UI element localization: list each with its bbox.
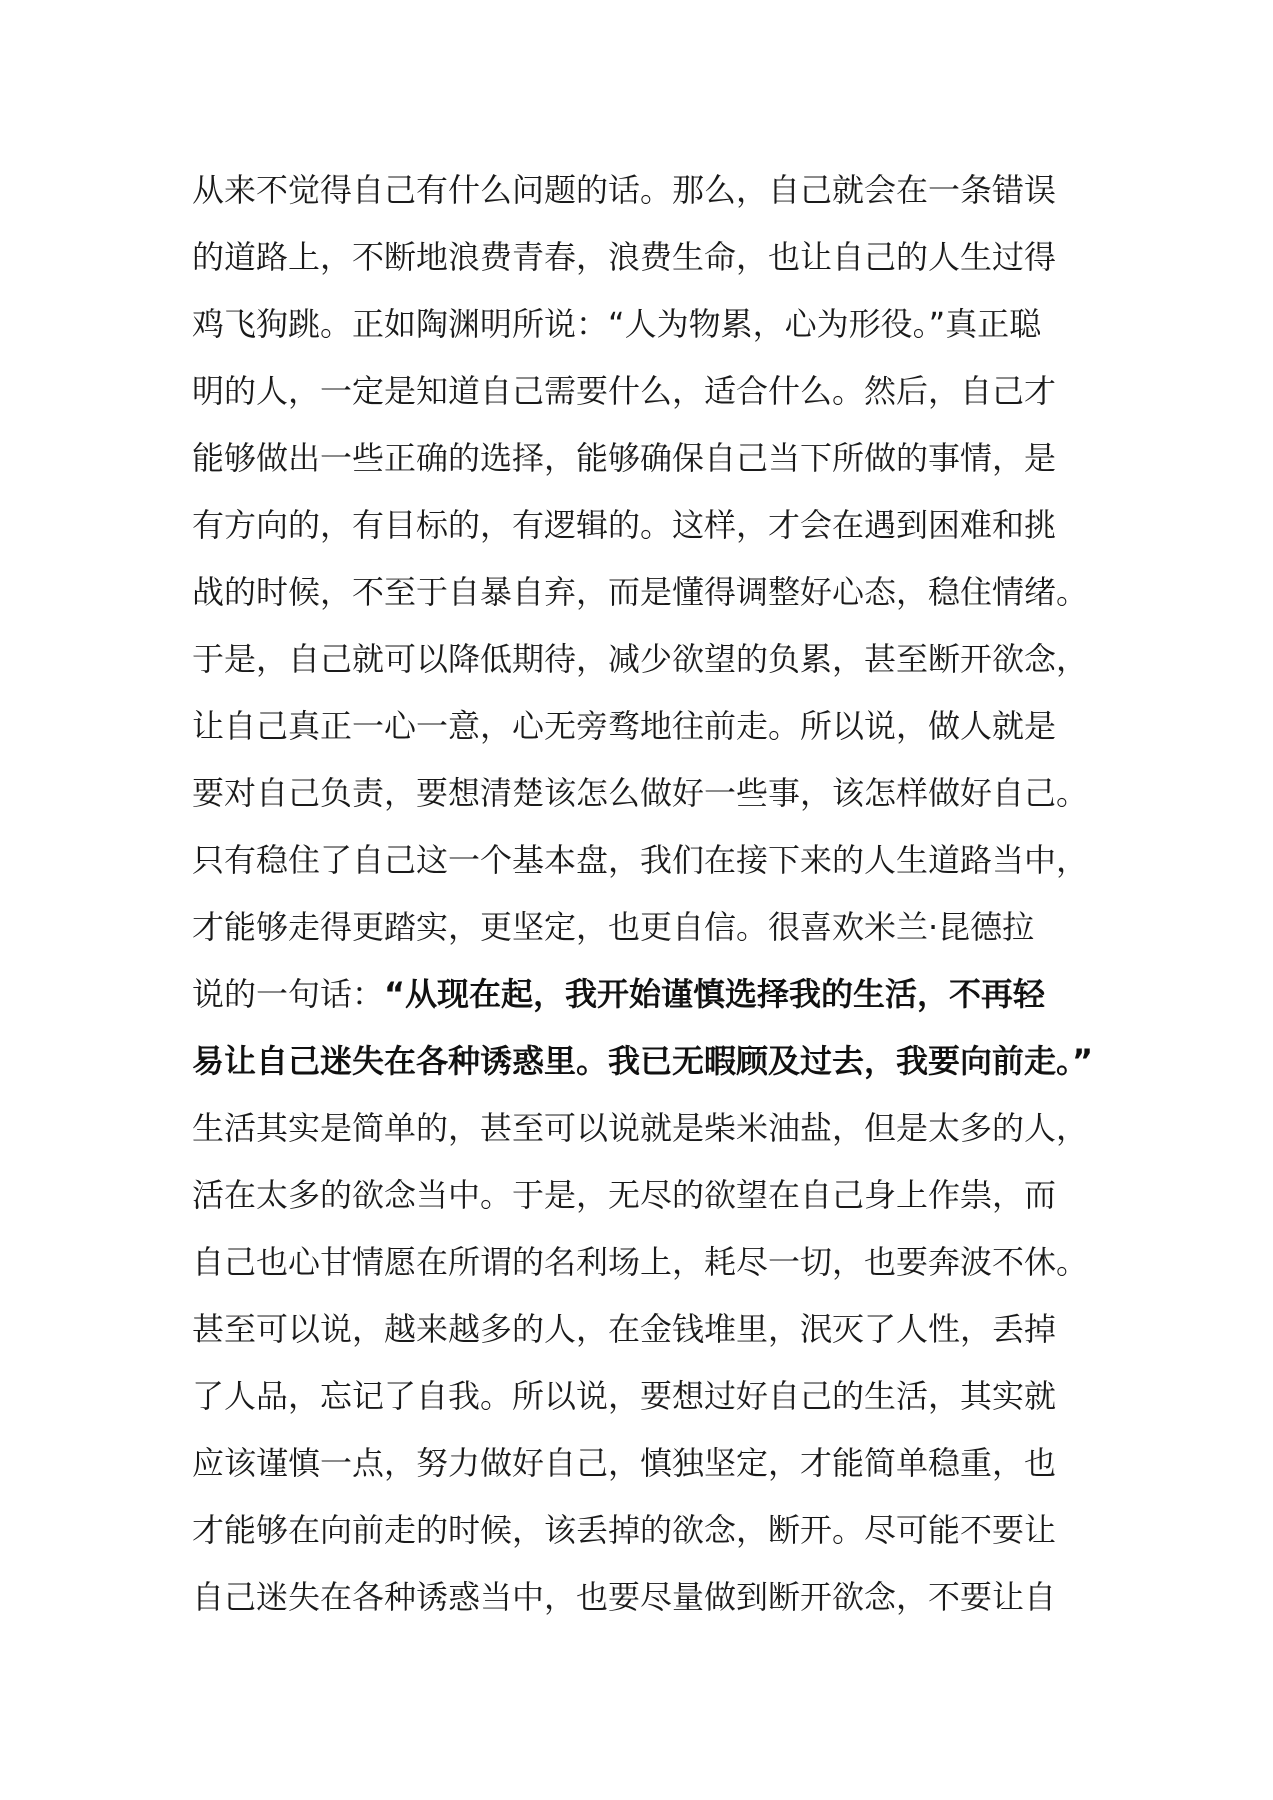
text-line xyxy=(192,1436,1092,1503)
line-text: 有方向的，有目标的，有逻辑的。这样，才会在遇到困难和挑 xyxy=(192,506,1057,544)
line-text: 应该谨慎一点，努力做好自己，慎独坚定，才能简单稳重，也 xyxy=(192,1444,1057,1482)
text-line xyxy=(192,431,1092,498)
line-text: 生活其实是简单的，甚至可以说就是柴米油盐，但是太多的人， xyxy=(192,1109,1089,1147)
line-text: 让自己真正一心一意，心无旁骛地往前走。所以说，做人就是 xyxy=(192,707,1057,745)
line-text: 了人品，忘记了自我。所以说，要想过好自己的生活，其实就 xyxy=(192,1377,1057,1415)
text-line xyxy=(192,230,1092,297)
quote-text: “从现在起，我开始谨慎选择我的生活，不再轻 xyxy=(384,975,1046,1013)
line-text: 自己迷失在各种诱惑当中，也要尽量做到断开欲念，不要让自 xyxy=(192,1578,1057,1616)
line-text: 说的一句话： xyxy=(192,975,385,1013)
text-line xyxy=(192,1101,1092,1168)
line-text: 才能够在向前走的时候，该丢掉的欲念，断开。尽可能不要让 xyxy=(192,1511,1057,1549)
line-text: 鸡飞狗跳。正如陶渊明所说：“人为物累，心为形役。”真正聪 xyxy=(192,305,1042,343)
quote-text: 易让自己迷失在各种诱惑里。我已无暇顾及过去，我要向前走。” xyxy=(192,1042,1094,1080)
text-line xyxy=(192,766,1092,833)
text-line xyxy=(192,1168,1092,1235)
text-line xyxy=(192,632,1092,699)
line-text: 要对自己负责，要想清楚该怎么做好一些事，该怎样做好自己。 xyxy=(192,774,1089,812)
line-text: 活在太多的欲念当中。于是，无尽的欲望在自己身上作祟，而 xyxy=(192,1176,1057,1214)
text-line xyxy=(192,1570,1092,1637)
line-text: 的道路上，不断地浪费青春，浪费生命，也让自己的人生过得 xyxy=(192,238,1057,276)
text-line xyxy=(192,900,1092,967)
text-line xyxy=(192,1302,1092,1369)
line-text: 从来不觉得自己有什么问题的话。那么，自己就会在一条错误 xyxy=(192,171,1057,209)
body-text xyxy=(192,163,1092,1637)
line-text: 能够做出一些正确的选择，能够确保自己当下所做的事情，是 xyxy=(192,439,1057,477)
text-line xyxy=(192,498,1092,565)
text-line xyxy=(192,297,1092,364)
text-line xyxy=(192,1034,1092,1101)
text-line xyxy=(192,699,1092,766)
text-line xyxy=(192,1503,1092,1570)
line-text: 只有稳住了自己这一个基本盘，我们在接下来的人生道路当中， xyxy=(192,841,1089,879)
text-line xyxy=(192,163,1092,230)
text-line xyxy=(192,1369,1092,1436)
line-text: 战的时候，不至于自暴自弃，而是懂得调整好心态，稳住情绪。 xyxy=(192,573,1089,611)
text-line xyxy=(192,1235,1092,1302)
line-text: 才能够走得更踏实，更坚定，也更自信。很喜欢米兰·昆德拉 xyxy=(192,908,1035,946)
line-text: 自己也心甘情愿在所谓的名利场上，耗尽一切，也要奔波不休。 xyxy=(192,1243,1089,1281)
text-line xyxy=(192,833,1092,900)
line-text: 于是，自己就可以降低期待，减少欲望的负累，甚至断开欲念， xyxy=(192,640,1089,678)
text-line xyxy=(192,967,1092,1034)
text-line xyxy=(192,364,1092,431)
line-text: 甚至可以说，越来越多的人，在金钱堆里，泯灭了人性，丢掉 xyxy=(192,1310,1057,1348)
text-line xyxy=(192,565,1092,632)
line-text: 明的人，一定是知道自己需要什么，适合什么。然后，自己才 xyxy=(192,372,1057,410)
